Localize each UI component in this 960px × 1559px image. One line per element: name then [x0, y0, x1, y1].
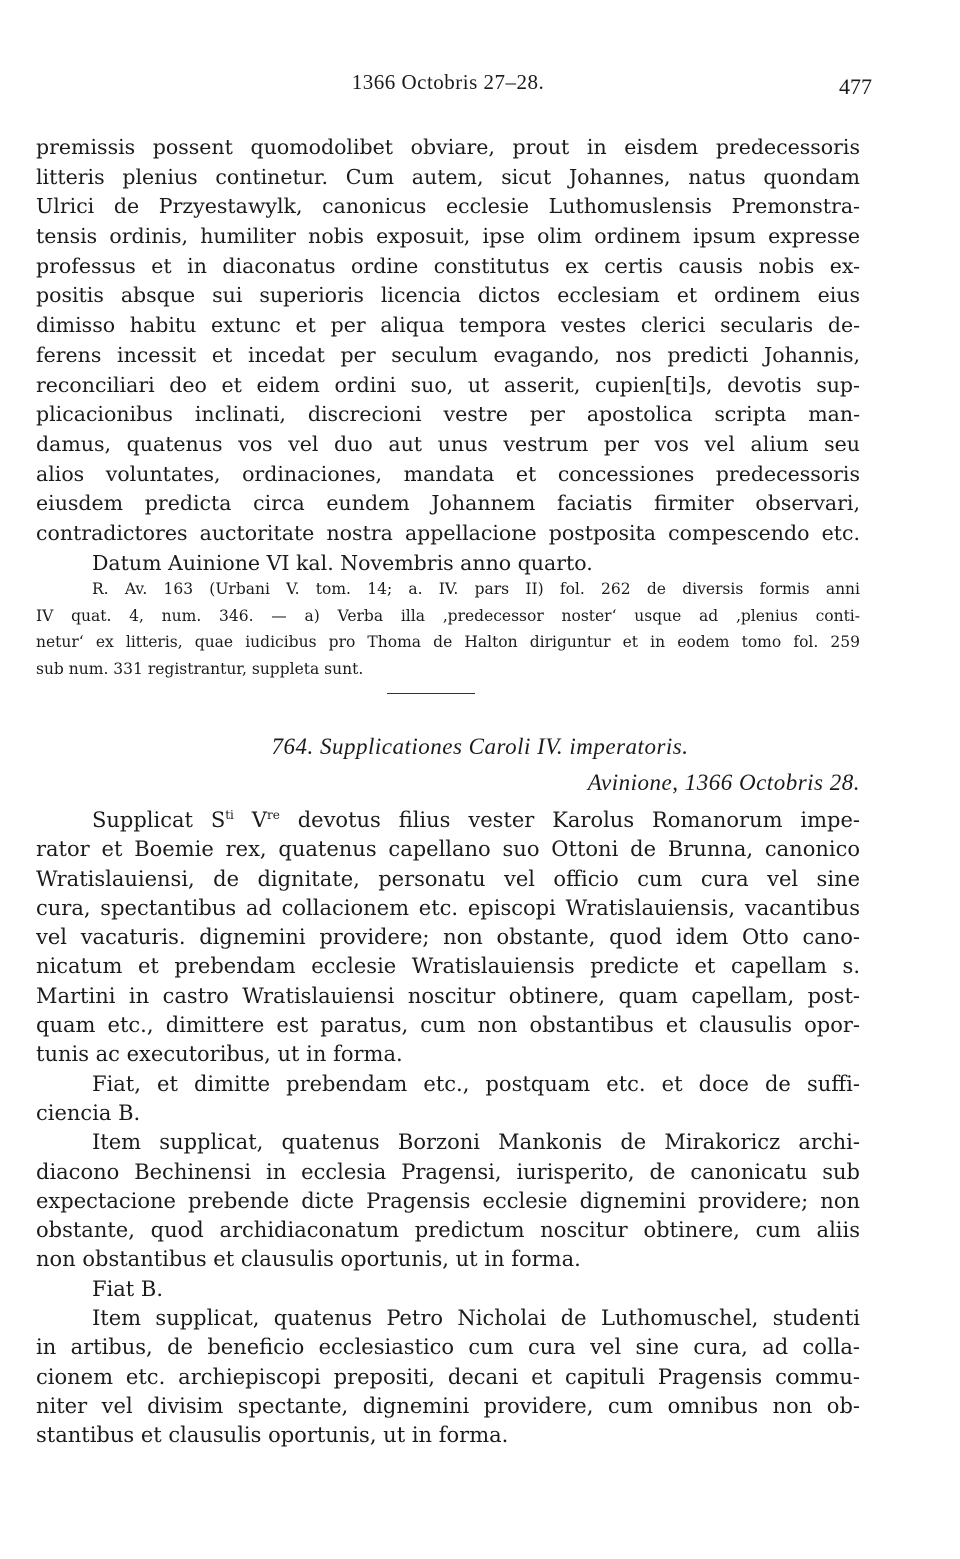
- document-title: 764. Supplicationes Caroli IV. imperatoris.: [271, 734, 689, 759]
- text-fragment: Supplicat S: [92, 808, 226, 832]
- text-line: diacono Bechinensi in ecclesia Pragensi, iurisperito, de canonicatu sub: [36, 1159, 860, 1184]
- text-line: quam etc., dimittere est paratus, cum non obstantibus et clausulis opor-: [36, 1013, 860, 1038]
- text-line: ciencia B.: [36, 1100, 141, 1125]
- note-line: R. Av. 163 (Urbani V. tom. 14; a. IV. pars II) fol. 262 de diversis formis anni: [92, 580, 860, 598]
- text-line: damus, quatenus vos vel duo aut unus vestrum per vos vel alium seu: [36, 431, 860, 456]
- text-line: Item supplicat, quatenus Petro Nicholai de Luthomuschel, studenti: [92, 1306, 860, 1331]
- text-line: plicacionibus inclinati, discrecioni vestre per apostolica scripta man-: [36, 402, 860, 427]
- note-line: IV quat. 4, num. 346. — a) Verba illa ‚predecessor noster‘ usque ad ‚plenius conti-: [36, 606, 860, 625]
- section-divider: [387, 693, 475, 694]
- text-line: positis absque sui superioris licencia dictos ecclesiam et ordinem eius: [36, 283, 860, 308]
- text-line: expectacione prebende dicte Pragensis ecclesie dignemini providere; non: [36, 1188, 860, 1213]
- text-line: Martini in castro Wratislauiensi noscitur obtinere, quam capellam, post-: [36, 983, 860, 1008]
- page-number: 477: [839, 74, 872, 99]
- text-line: Ulrici de Przyestawylk, canonicus ecclesie Luthomuslensis Premonstra-: [36, 194, 860, 219]
- text-line: alios voluntates, ordinaciones, mandata et concessiones predecessoris: [36, 461, 860, 486]
- text-line: eiusdem predicta circa eundem Johannem faciatis firmiter observari,: [36, 491, 860, 516]
- text-line: cura, spectantibus ad collacionem etc. episcopi Wratislauiensis, vacantibus: [36, 895, 860, 920]
- text-line: Fiat B.: [92, 1276, 164, 1301]
- superscript: ti: [225, 808, 234, 822]
- text-line: stantibus et clausulis oportunis, ut in forma.: [36, 1423, 509, 1448]
- text-line: tunis ac executoribus, ut in forma.: [36, 1042, 403, 1067]
- text-fragment: devotus filius vester Karolus Romanorum impe-: [279, 808, 861, 832]
- footnotes: [36, 576, 860, 682]
- text-line: professus et in diaconatus ordine constitutus ex certis causis nobis ex-: [36, 253, 860, 278]
- paragraph-continuation: [36, 133, 860, 578]
- supplications-body: [36, 806, 860, 1451]
- text-line: Fiat, et dimitte prebendam etc., postquam etc. et doce de suffi-: [92, 1071, 860, 1096]
- text-line: Item supplicat, quatenus Borzoni Mankonis de Mirakoricz archi-: [92, 1130, 860, 1155]
- datum-line: Datum Auinione VI kal. Novembris anno quarto.: [92, 550, 593, 575]
- text-line: rator et Boemie rex, quatenus capellano suo Ottoni de Brunna, canonico: [36, 837, 860, 862]
- text-line: [36, 806, 860, 835]
- text-line: in artibus, de beneficio ecclesiastico cum cura vel sine cura, ad colla-: [36, 1335, 860, 1360]
- text-line: nicatum et prebendam ecclesie Wratislauiensis predicte et capellam s.: [36, 954, 860, 979]
- text-line: premissis possent quomodolibet obviare, prout in eisdem predecessoris: [36, 135, 860, 159]
- superscript: re: [266, 808, 280, 822]
- text-fragment: V: [233, 808, 267, 832]
- text-line: non obstantibus et clausulis oportunis, ut in forma.: [36, 1247, 581, 1272]
- note-line: sub num. 331 registrantur, suppleta sunt.: [36, 659, 364, 678]
- text-line: litteris plenius continetur. Cum autem, sicut Johannes, natus quondam: [36, 164, 860, 189]
- text-line: ferens incessit et incedat per seculum evagando, nos predicti Johannis,: [36, 342, 860, 367]
- note-line: netur‘ ex litteris, quae iudicibus pro Thoma de Halton diriguntur et in eodem tomo fol. 259: [36, 633, 860, 651]
- page-header: [36, 70, 872, 100]
- text-line: obstante, quod archidiaconatum predictum noscitur obtinere, cum aliis: [36, 1218, 860, 1243]
- text-line: niter vel divisim spectante, dignemini providere, cum omnibus non ob-: [36, 1393, 860, 1418]
- text-line: tensis ordinis, humiliter nobis exposuit, ipse olim ordinem ipsum expresse: [36, 224, 860, 249]
- text-line: Wratislauiensi, de dignitate, personatu vel officio cum cura vel sine: [36, 866, 860, 891]
- text-line: dimisso habitu extunc et per aliqua tempora vestes clerici secularis de-: [36, 313, 860, 338]
- text-line: vel vacaturis. dignemini providere; non obstante, quod idem Otto cano-: [36, 925, 860, 950]
- document-place-date: Avinione, 1366 Octobris 28.: [587, 770, 860, 795]
- text-line: cionem etc. archiepiscopi prepositi, decani et capituli Pragensis commu-: [36, 1364, 860, 1389]
- text-line: contradictores auctoritate nostra appellacione postposita compescendo etc.: [36, 520, 860, 545]
- running-head: 1366 Octobris 27–28.: [351, 70, 545, 94]
- text-line: reconciliari deo et eidem ordini suo, ut asserit, cupien[ti]s, devotis sup-: [36, 372, 860, 397]
